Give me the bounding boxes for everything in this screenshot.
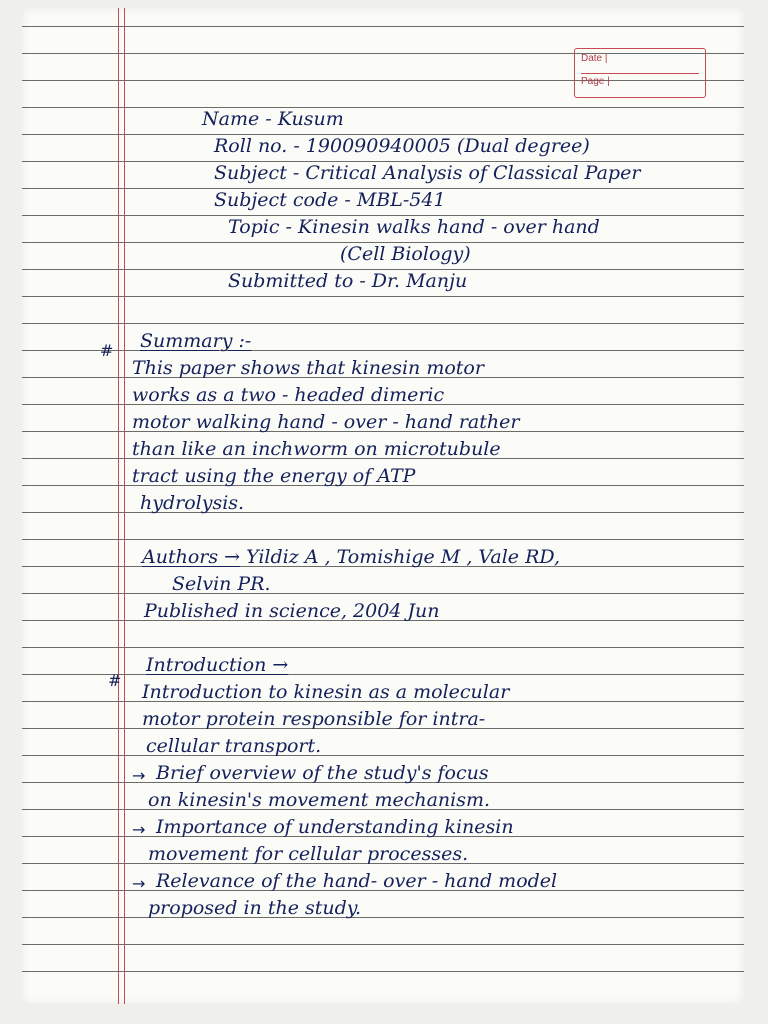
published-line: Published in science, 2004 Jun <box>144 600 440 622</box>
ruled-line <box>22 944 744 945</box>
intro-line: motor protein responsible for intra- <box>142 708 486 730</box>
authors-line-1 <box>142 546 560 568</box>
intro-line: movement for cellular processes. <box>148 843 469 865</box>
ruled-line <box>22 593 744 594</box>
intro-line: Introduction to kinesin as a molecular <box>142 681 510 703</box>
intro-line: Relevance of the hand- over - hand model <box>156 870 558 892</box>
intro-line: Importance of understanding kinesin <box>156 816 514 838</box>
notebook-page <box>22 8 744 1004</box>
intro-line: on kinesin's movement mechanism. <box>148 789 491 811</box>
intro-line: cellular transport. <box>146 735 322 757</box>
margin-line-right <box>124 8 125 1004</box>
intro-line: proposed in the study. <box>148 897 362 919</box>
margin-line-left <box>118 8 119 1004</box>
ruled-line <box>22 674 744 675</box>
introduction-heading: Introduction → <box>146 654 289 676</box>
ruled-line <box>22 539 744 540</box>
ruled-line <box>22 755 744 756</box>
intro-line: Brief overview of the study's focus <box>156 762 489 784</box>
ruled-line <box>22 917 744 918</box>
summary-line: tract using the energy of ATP <box>132 465 416 487</box>
ruled-line <box>22 350 744 351</box>
page-label: Page <box>581 76 605 87</box>
roll-line: Roll no. - 190090940005 (Dual degree) <box>214 135 590 157</box>
arrow-bullet: → <box>132 820 146 839</box>
summary-line: This paper shows that kinesin motor <box>132 357 484 379</box>
summary-line: works as a two - headed dimeric <box>132 384 445 406</box>
date-page-box: Date | Page | <box>574 48 706 98</box>
ruled-line <box>22 647 744 648</box>
topic-sub-line: (Cell Biology) <box>340 243 471 265</box>
hash-bullet: # <box>108 671 122 690</box>
name-line: Name - Kusum <box>202 108 344 130</box>
summary-heading: Summary :- <box>140 330 252 352</box>
ruled-line <box>22 512 744 513</box>
ruled-line <box>22 107 744 108</box>
ruled-line <box>22 971 744 972</box>
subject-code-line: Subject code - MBL-541 <box>214 189 446 211</box>
arrow-bullet: → <box>132 874 146 893</box>
summary-line: motor walking hand - over - hand rather <box>132 411 520 433</box>
summary-line: hydrolysis. <box>140 492 245 514</box>
summary-line: than like an inchworm on microtubule <box>132 438 501 460</box>
authors-line-2: Selvin PR. <box>172 573 271 595</box>
topic-line: Topic - Kinesin walks hand - over hand <box>228 216 600 238</box>
ruled-line <box>22 26 744 27</box>
authors-names: Yildiz A , Tomishige M , Vale RD, <box>246 546 560 568</box>
authors-label: Authors → <box>142 546 241 568</box>
subject-line: Subject - Critical Analysis of Classical Paper <box>214 162 641 184</box>
ruled-line <box>22 296 744 297</box>
ruled-line <box>22 323 744 324</box>
date-label: Date <box>581 53 603 64</box>
arrow-bullet: → <box>132 766 146 785</box>
submitted-line: Submitted to - Dr. Manju <box>228 270 468 292</box>
hash-bullet: # <box>100 341 114 360</box>
